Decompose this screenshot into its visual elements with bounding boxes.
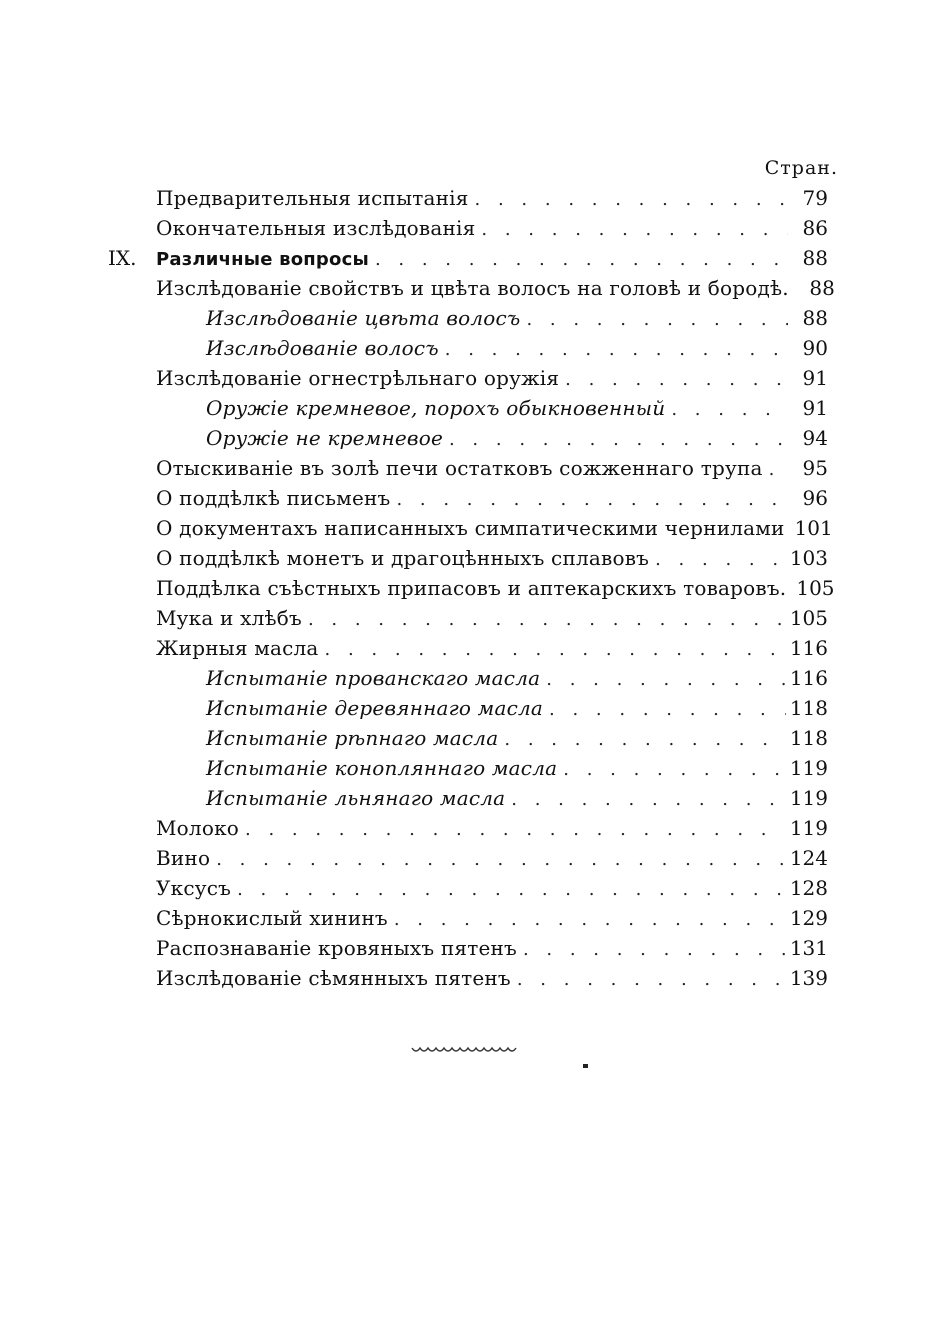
toc-entry (108, 273, 835, 303)
toc-entry-number: IX. (108, 246, 137, 270)
toc-entry (108, 903, 828, 933)
toc-entry-title: Вино (156, 846, 211, 870)
toc-entry-page: 118 (789, 696, 828, 720)
toc-entry-title: Изслѣдованіе огнестрѣльнаго оружія (156, 366, 560, 390)
toc-entry-title: Изслѣдованіе цвѣта волосъ (206, 306, 521, 330)
toc-entry-title: О документахъ написанныхъ симпатическими чернилами (156, 516, 785, 540)
toc-entry (108, 183, 828, 213)
toc-entry-page: 91 (802, 366, 828, 390)
toc-entry-page: 86 (802, 216, 828, 240)
toc-entry-title: Изслѣдованіе волосъ (206, 336, 439, 360)
dot-leader (523, 935, 786, 965)
dot-leader (671, 395, 788, 425)
dot-leader (325, 635, 786, 665)
toc-entry-title: Сѣрнокислый хининъ (156, 906, 388, 930)
toc-entry-page: 103 (789, 546, 828, 570)
toc-entry-page: 119 (789, 816, 828, 840)
toc-entry (108, 543, 828, 573)
toc-entry (108, 213, 828, 243)
toc-entry-title: Испытаніе конопляннаго масла (206, 756, 558, 780)
toc-entry-title: Поддѣлка съѣстныхъ припасовъ и аптекарскихъ товаровъ. (156, 576, 787, 600)
page-column-heading: Стран. (764, 157, 838, 179)
toc-entry-page: 116 (789, 636, 828, 660)
dot-leader (245, 815, 786, 845)
dot-leader (375, 245, 788, 275)
dot-leader (517, 965, 786, 995)
ink-speck (583, 1064, 588, 1068)
dot-leader (655, 545, 786, 575)
dot-leader (549, 695, 786, 725)
dot-leader (475, 185, 788, 215)
toc-entry (108, 933, 828, 963)
toc-entry-page: 128 (789, 876, 828, 900)
toc-entry (108, 723, 828, 753)
toc-entry-title: Испытаніе деревяннаго масла (206, 696, 544, 720)
toc-entry-page: 119 (789, 786, 828, 810)
dot-leader (504, 725, 785, 755)
toc-entry-title: Распознаваніе кровяныхъ пятенъ (156, 936, 517, 960)
toc-entry (108, 663, 828, 693)
toc-entry-page: 131 (789, 936, 828, 960)
toc-entry-title: Изслѣдованіе свойствъ и цвѣта волосъ на головѣ и бородѣ. (156, 276, 789, 300)
toc-entry-page: 91 (802, 396, 828, 420)
toc-entry-page: 95 (802, 456, 828, 480)
toc-entry-page: 105 (789, 606, 828, 630)
toc-entry (108, 573, 835, 603)
toc-entry-page: 119 (789, 756, 828, 780)
toc-entry-page: 105 (796, 576, 835, 600)
toc-entry-page: 118 (789, 726, 828, 750)
toc-entry (108, 393, 828, 423)
toc-entry-page: 88 (802, 306, 828, 330)
toc-entry (108, 513, 833, 543)
toc-entry-page: 129 (789, 906, 828, 930)
toc-entry-page: 101 (794, 516, 833, 540)
toc-entry (108, 243, 828, 273)
toc-entry (108, 813, 828, 843)
toc-entry-page: 88 (802, 246, 828, 270)
dot-leader (565, 365, 788, 395)
dot-leader (445, 335, 788, 365)
toc-entry-title: Жирныя масла (156, 636, 319, 660)
toc-entry (108, 633, 828, 663)
toc-entry-title: О поддѣлкѣ письменъ (156, 486, 391, 510)
toc-entry (108, 483, 828, 513)
toc-entry (108, 423, 828, 453)
toc-entry-title: Испытаніе рѣпнаго масла (206, 726, 499, 750)
toc-entry (108, 603, 828, 633)
toc-entry (108, 453, 828, 483)
wavy-rule-ornament (410, 1044, 528, 1056)
toc-entry-page: 94 (802, 426, 828, 450)
dot-leader (308, 605, 786, 635)
dot-leader (563, 755, 786, 785)
toc-entry-title: Молоко (156, 816, 240, 840)
toc-entry (108, 333, 828, 363)
toc-entry-title: Изслѣдованіе сѣмянныхъ пятенъ (156, 966, 511, 990)
toc-entry-title: О поддѣлкѣ монетъ и драгоцѣнныхъ сплавовъ (156, 546, 650, 570)
dot-leader (394, 905, 786, 935)
dot-leader (526, 305, 788, 335)
toc-entry-title: Мука и хлѣбъ (156, 606, 302, 630)
dot-leader (396, 485, 788, 515)
toc-entry (108, 963, 828, 993)
dot-leader (216, 845, 786, 875)
toc-entry-title: Предварительныя испытанія (156, 186, 469, 210)
dot-leader (769, 455, 788, 485)
dot-leader (481, 215, 788, 245)
toc-entry-page: 139 (789, 966, 828, 990)
toc-entry-title: Отыскиваніе въ золѣ печи остатковъ сожженнаго трупа (156, 456, 763, 480)
table-of-contents (108, 183, 835, 993)
toc-entry (108, 843, 828, 873)
toc-entry (108, 873, 828, 903)
toc-entry (108, 303, 828, 333)
toc-entry (108, 783, 828, 813)
toc-entry-title: Оружіе не кремневое (206, 426, 443, 450)
toc-entry-page: 96 (802, 486, 828, 510)
toc-entry-title: Уксусъ (156, 876, 232, 900)
toc-entry-page: 124 (789, 846, 828, 870)
toc-entry (108, 753, 828, 783)
toc-entry-title: Испытаніе прованскаго масла (206, 666, 541, 690)
dot-leader (511, 785, 786, 815)
toc-entry-title: Различные вопросы (156, 249, 369, 270)
toc-entry-title: Окончательныя изслѣдованія (156, 216, 476, 240)
toc-entry-title: Оружіе кремневое, порохъ обыкновенный (206, 396, 666, 420)
toc-entry-page: 116 (789, 666, 828, 690)
toc-entry-page: 79 (802, 186, 828, 210)
toc-entry-page: 90 (802, 336, 828, 360)
toc-entry-page: 88 (809, 276, 835, 300)
toc-entry (108, 363, 828, 393)
dot-leader (449, 425, 788, 455)
toc-entry (108, 693, 828, 723)
dot-leader (546, 665, 786, 695)
toc-entry-title: Испытаніе льнянаго масла (206, 786, 506, 810)
dot-leader (237, 875, 786, 905)
